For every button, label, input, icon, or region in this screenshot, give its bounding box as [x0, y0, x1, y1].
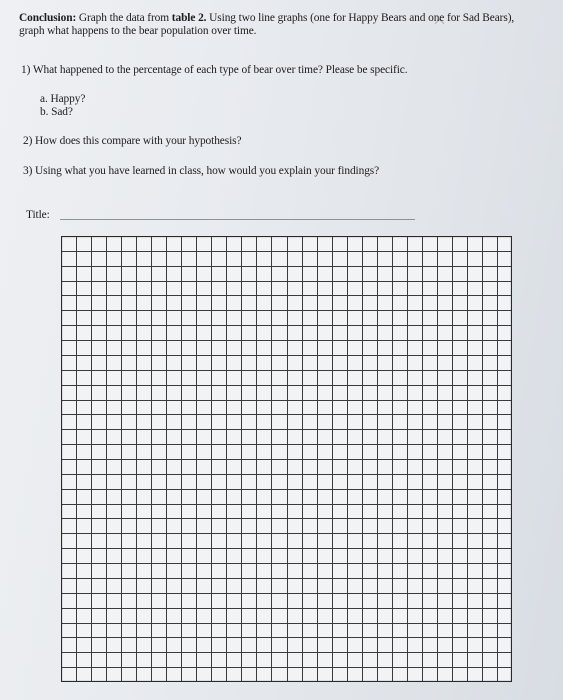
question-3: 3) Using what you have learned in class, how would you explain your findings?	[23, 165, 380, 177]
question-2: 2) How does this compare with your hypothesis?	[23, 135, 242, 147]
title-input-line[interactable]	[60, 219, 415, 220]
graph-paper-grid[interactable]	[61, 236, 512, 682]
conclusion-text-1: Graph the data from	[78, 12, 170, 24]
conclusion-label: Conclusion:	[19, 12, 77, 24]
conclusion-text-2: Using two line graphs (one for Happy Bears and one for Sad Bears), graph what happens to the bear population over time.	[19, 12, 515, 37]
table-reference: table 2.	[171, 12, 207, 24]
question-1b: b. Sad?	[40, 106, 73, 118]
conclusion-paragraph	[19, 12, 539, 38]
title-label: Title:	[26, 209, 50, 221]
question-1a: a. Happy?	[40, 93, 86, 105]
graph-paper-svg[interactable]	[61, 236, 512, 682]
question-1: 1) What happened to the percentage of each type of bear over time? Please be specific.	[21, 64, 408, 76]
